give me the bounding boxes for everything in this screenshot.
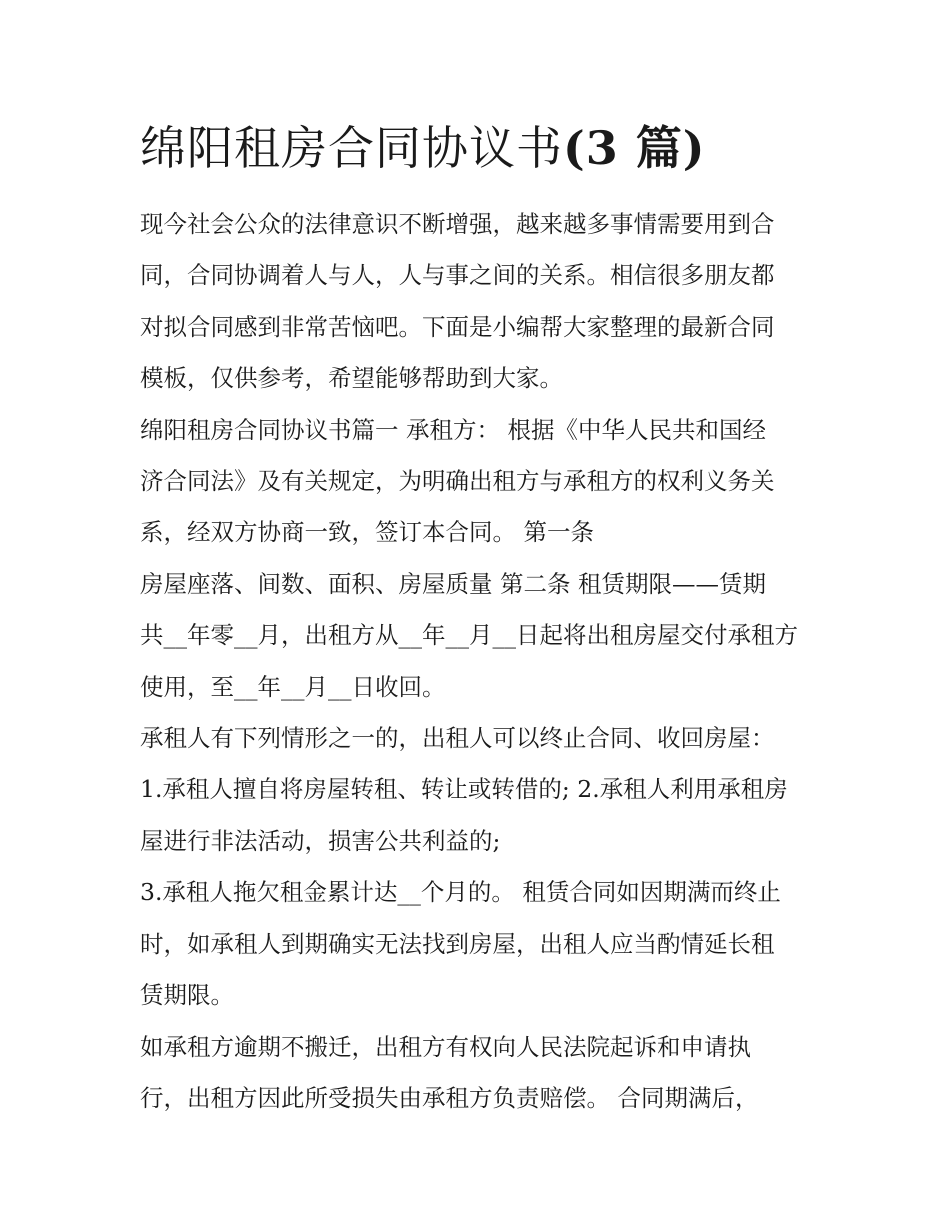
text-line: 时，如承租人到期确实无法找到房屋，出租人应当酌情延长租 — [140, 929, 775, 958]
document-title-count: (3 篇) — [563, 121, 706, 175]
text-line: 赁期限。 — [140, 981, 234, 1010]
text-line: 1.承租人擅自将房屋转租、转让或转借的; 2.承租人利用承租房 — [140, 775, 788, 804]
text-line: 共__年零__月，出租方从__年__月__日起将出租房屋交付承租方 — [140, 621, 798, 650]
document-title — [140, 112, 706, 184]
text-line: 房屋座落、间数、面积、房屋质量 第二条 租赁期限——赁期 — [140, 569, 766, 598]
text-line: 如承租方逾期不搬迁，出租方有权向人民法院起诉和申请执 — [140, 1032, 751, 1061]
text-line: 系，经双方协商一致，签订本合同。 第一条 — [140, 518, 594, 547]
text-line: 对拟合同感到非常苦恼吧。下面是小编帮大家整理的最新合同 — [140, 312, 775, 341]
text-line: 现今社会公众的法律意识不断增强，越来越多事情需要用到合 — [140, 210, 775, 238]
text-line: 3.承租人拖欠租金累计达__个月的。 租赁合同如因期满而终止 — [140, 878, 781, 907]
text-line: 承租人有下列情形之一的，出租人可以终止合同、收回房屋： — [140, 724, 775, 753]
text-line: 行，出租方因此所受损失由承租方负责赔偿。 合同期满后， — [140, 1083, 759, 1112]
text-line: 使用，至__年__月__日收回。 — [140, 672, 446, 701]
text-line: 屋进行非法活动，损害公共利益的; — [140, 826, 501, 855]
text-line: 济合同法》及有关规定，为明确出租方与承租方的权利义务关 — [140, 467, 775, 496]
text-line: 模板，仅供参考，希望能够帮助到大家。 — [140, 364, 563, 393]
document-body — [140, 199, 820, 1124]
text-line: 绵阳租房合同协议书篇一 承租方： 根据《中华人民共和国经 — [140, 415, 766, 444]
document-title-text: 绵阳租房合同协议书 — [140, 121, 563, 175]
text-line: 同，合同协调着人与人，人与事之间的关系。相信很多朋友都 — [140, 261, 775, 290]
